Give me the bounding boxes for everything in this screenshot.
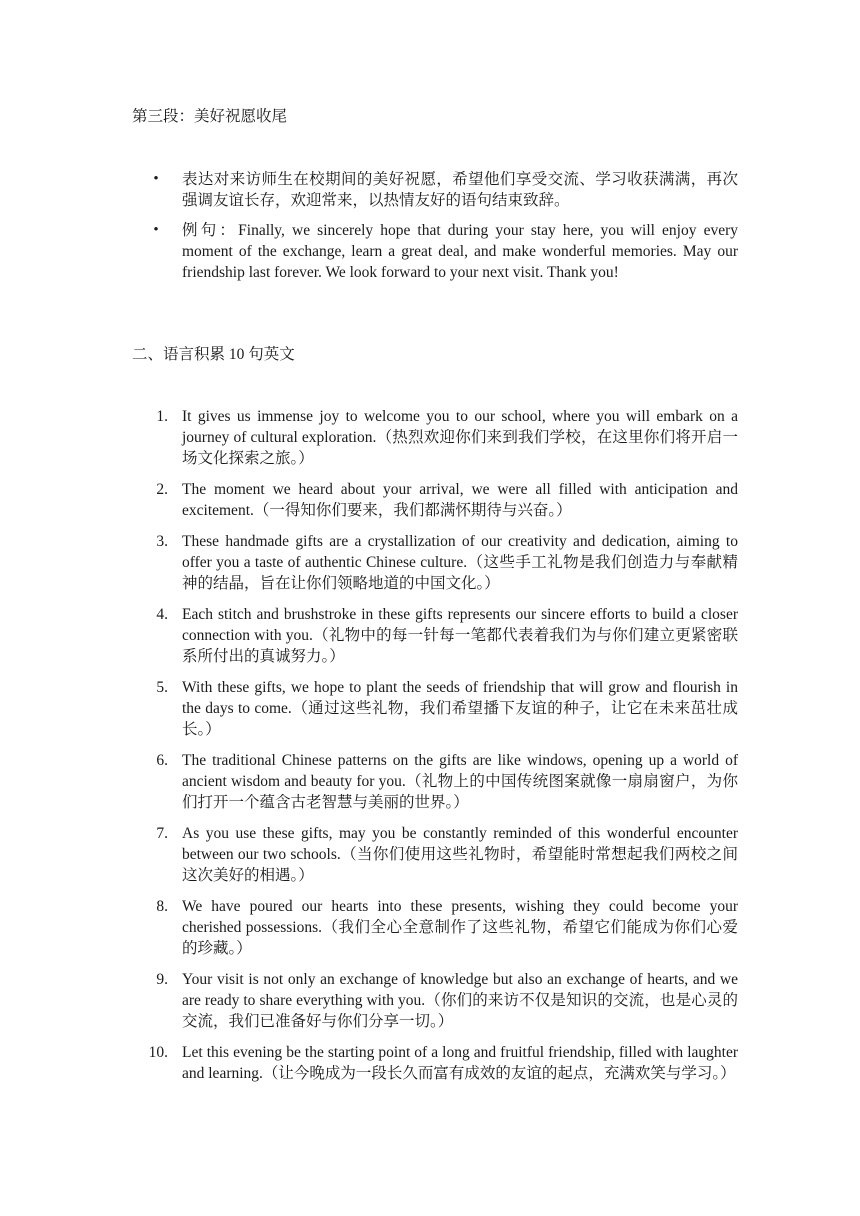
list-item-text: The traditional Chinese patterns on the gifts are like windows, opening up a world of ancient wisdom and beauty for you.（礼物上的中国传统图案就像一扇扇窗户，为你们打开一个蕴含古老智慧与美丽的世界。） [182,752,738,811]
section-heading-language-accumulation: 二、语言积累 10 句英文 [132,346,295,363]
list-item-text: 例句：Finally, we sincerely hope that during your stay here, you will enjoy every moment of the exchange, learn a great deal, and make wonderful memories. May our friendship last forever. We look forward to your next visit. Thank you! [182,222,738,281]
list-number: 1. [156,408,168,425]
list-number: 3. [156,533,168,550]
list-number: 8. [156,898,168,915]
list-item [0,220,738,283]
closing-wishes-bullet-list [0,169,738,292]
list-number: 5. [156,679,168,696]
list-number: 4. [156,606,168,623]
list-item-text: These handmade gifts are a crystallization of our creativity and dedication, aiming to offer you a taste of authentic Chinese culture.（这些手工礼物是我们创造力与奉献精神的结晶，旨在让你们领略地道的中国文化。） [182,533,738,592]
list-item [0,531,738,594]
section-heading-closing-wishes: 第三段：美好祝愿收尾 [132,108,288,125]
bullet-icon: • [153,171,159,187]
list-item [0,896,738,959]
list-item [0,823,738,886]
english-sentences-list [0,406,738,1094]
list-item-text: As you use these gifts, may you be constantly reminded of this wonderful encounter between our two schools.（当你们使用这些礼物时，希望能时常想起我们两校之间这次美好的相遇。） [182,825,738,884]
bullet-icon: • [153,222,159,238]
list-number: 7. [156,825,168,842]
list-item [0,169,738,211]
list-item-text: It gives us immense joy to welcome you to our school, where you will embark on a journey of cultural exploration.（热烈欢迎你们来到我们学校，在这里你们将开启一场文化探索之旅。） [182,408,738,467]
list-item [0,1042,738,1084]
list-item-text: With these gifts, we hope to plant the seeds of friendship that will grow and flourish in the days to come.（通过这些礼物，我们希望播下友谊的种子，让它在未来茁壮成长。） [182,679,738,738]
list-number: 6. [156,752,168,769]
list-item [0,750,738,813]
list-item [0,604,738,667]
list-number: 9. [156,971,168,988]
list-item-text: Let this evening be the starting point of a long and fruitful friendship, filled with laughter and learning.（让今晚成为一段长久而富有成效的友谊的起点，充满欢笑与学习。） [182,1044,738,1082]
list-number: 10. [148,1044,168,1061]
list-number: 2. [156,481,168,498]
list-item [0,969,738,1032]
list-item [0,406,738,469]
list-item-text: The moment we heard about your arrival, we were all filled with anticipation and excitement.（一得知你们要来，我们都满怀期待与兴奋。） [182,481,738,519]
list-item-text: Each stitch and brushstroke in these gifts represents our sincere efforts to build a closer connection with you.（礼物中的每一针每一笔都代表着我们为与你们建立更紧密联系所付出的真诚努力。） [182,606,738,665]
list-item [0,677,738,740]
list-item-text: We have poured our hearts into these presents, wishing they could become your cherished possessions.（我们全心全意制作了这些礼物，希望它们能成为你们心爱的珍藏。） [182,898,738,957]
list-item [0,479,738,521]
list-item-text: Your visit is not only an exchange of knowledge but also an exchange of hearts, and we are ready to share everything with you.（你们的来访不仅是知识的交流，也是心灵的交流，我们已准备好与你们分享一切。） [182,971,738,1030]
list-item-text: 表达对来访师生在校期间的美好祝愿，希望他们享受交流、学习收获满满，再次强调友谊长存，欢迎常来，以热情友好的语句结束致辞。 [182,171,738,209]
